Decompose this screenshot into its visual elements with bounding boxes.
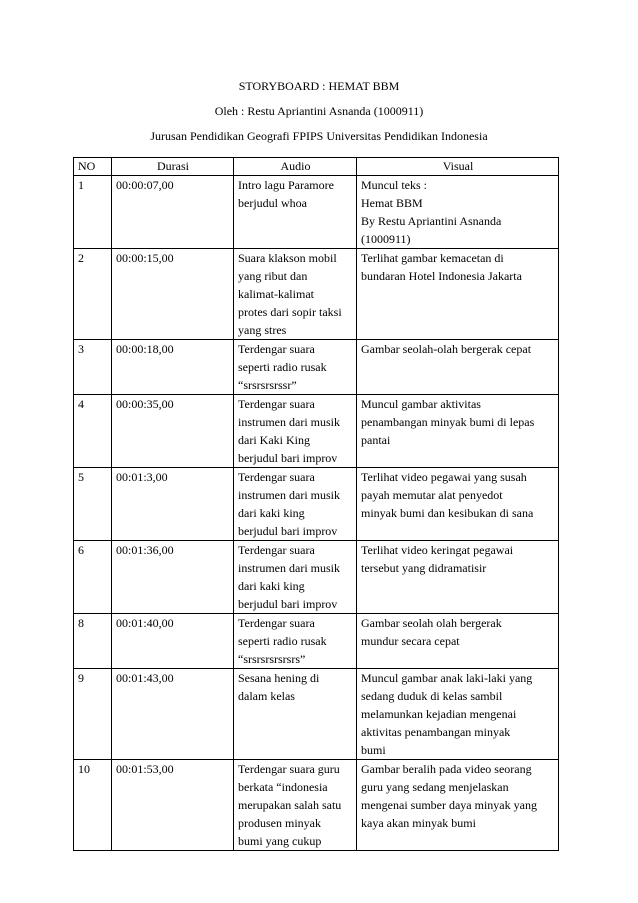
cell-visual xyxy=(357,176,559,249)
department-line: Jurusan Pendidikan Geografi FPIPS Universitas Pendidikan Indonesia xyxy=(150,129,488,143)
cell-no: 6 xyxy=(74,541,112,614)
audio-line: berjudul bari improv xyxy=(238,451,338,465)
visual-line: payah memutar alat penyedot xyxy=(361,488,503,502)
audio-line: merupakan salah satu xyxy=(238,798,342,812)
audio-line: berjudul bari improv xyxy=(238,524,338,538)
cell-durasi: 00:01:40,00 xyxy=(112,614,234,669)
cell-durasi: 00:01:43,00 xyxy=(112,669,234,760)
visual-line: guru yang sedang menjelaskan xyxy=(361,780,509,794)
table-header-row xyxy=(74,158,559,176)
audio-line: yang stres xyxy=(238,323,287,337)
visual-line: Terlihat video keringat pegawai xyxy=(361,543,514,557)
cell-no: 9 xyxy=(74,669,112,760)
audio-line: Terdengar suara xyxy=(238,616,315,630)
visual-line: Gambar seolah-olah bergerak cepat xyxy=(361,342,532,356)
cell-visual xyxy=(357,468,559,541)
cell-no: 5 xyxy=(74,468,112,541)
cell-no: 4 xyxy=(74,395,112,468)
audio-line: berkata “indonesia xyxy=(238,780,328,794)
cell-visual xyxy=(357,340,559,395)
visual-line: bumi xyxy=(361,743,386,757)
visual-line: kaya akan minyak bumi xyxy=(361,816,476,830)
table-row xyxy=(74,541,559,614)
visual-line: penambangan minyak bumi di lepas xyxy=(361,415,535,429)
author-line: Oleh : Restu Apriantini Asnanda (1000911) xyxy=(214,104,424,118)
cell-durasi: 00:01:36,00 xyxy=(112,541,234,614)
visual-line: tersebut yang didramatisir xyxy=(361,561,487,575)
audio-line: dari kaki king xyxy=(238,506,305,520)
audio-line: dari Kaki King xyxy=(238,433,310,447)
visual-line: aktivitas penambangan minyak xyxy=(361,725,511,739)
cell-audio xyxy=(234,468,357,541)
audio-line: bumi yang cukup xyxy=(238,834,322,848)
audio-line: “srsrsrsrssr” xyxy=(238,378,297,392)
audio-line: Suara klakson mobil xyxy=(238,251,337,265)
document-title: STORYBOARD : HEMAT BBM xyxy=(238,79,400,93)
visual-line: Muncul teks : xyxy=(361,178,427,192)
cell-durasi: 00:00:15,00 xyxy=(112,249,234,340)
audio-line: instrumen dari musik xyxy=(238,488,340,502)
audio-line: seperti radio rusak xyxy=(238,360,327,374)
cell-no: 3 xyxy=(74,340,112,395)
visual-line: (1000911) xyxy=(361,232,411,246)
header-audio: Audio xyxy=(234,158,357,176)
table-body xyxy=(74,176,559,851)
audio-line: dalam kelas xyxy=(238,689,295,703)
table-row xyxy=(74,468,559,541)
visual-line: melamunkan kejadian mengenai xyxy=(361,707,517,721)
cell-audio xyxy=(234,760,357,851)
audio-line: kalimat-kalimat xyxy=(238,287,314,301)
visual-line: pantai xyxy=(361,433,391,447)
cell-durasi: 00:00:35,00 xyxy=(112,395,234,468)
table-row xyxy=(74,395,559,468)
visual-line: mengenai sumber daya minyak yang xyxy=(361,798,537,812)
audio-line: Terdengar suara xyxy=(238,470,315,484)
audio-line: berjudul bari improv xyxy=(238,597,338,611)
table-row xyxy=(74,614,559,669)
cell-no: 8 xyxy=(74,614,112,669)
audio-line: dari kaki king xyxy=(238,579,305,593)
visual-line: Terlihat gambar kemacetan di xyxy=(361,251,504,265)
visual-line: Muncul gambar aktivitas xyxy=(361,397,481,411)
cell-audio xyxy=(234,669,357,760)
audio-line: protes dari sopir taksi xyxy=(238,305,342,319)
audio-line: Terdengar suara xyxy=(238,397,315,411)
cell-audio xyxy=(234,340,357,395)
cell-durasi: 00:01:3,00 xyxy=(112,468,234,541)
visual-line: By Restu Apriantini Asnanda xyxy=(361,214,502,228)
visual-line: minyak bumi dan kesibukan di sana xyxy=(361,506,534,520)
cell-visual xyxy=(357,614,559,669)
visual-line: Hemat BBM xyxy=(361,196,423,210)
header-durasi: Durasi xyxy=(112,158,234,176)
cell-durasi: 00:00:18,00 xyxy=(112,340,234,395)
audio-line: yang ribut dan xyxy=(238,269,308,283)
audio-line: berjudul whoa xyxy=(238,196,307,210)
cell-visual xyxy=(357,760,559,851)
cell-durasi: 00:01:53,00 xyxy=(112,760,234,851)
visual-line: Gambar beralih pada video seorang xyxy=(361,762,532,776)
audio-line: produsen minyak xyxy=(238,816,321,830)
visual-line: Muncul gambar anak laki-laki yang xyxy=(361,671,533,685)
cell-audio xyxy=(234,614,357,669)
audio-line: Intro lagu Paramore xyxy=(238,178,334,192)
cell-audio xyxy=(234,541,357,614)
table-row xyxy=(74,340,559,395)
table-row xyxy=(74,669,559,760)
table-row xyxy=(74,760,559,851)
cell-durasi: 00:00:07,00 xyxy=(112,176,234,249)
audio-line: Terdengar suara xyxy=(238,342,315,356)
cell-visual xyxy=(357,541,559,614)
visual-line: Terlihat video pegawai yang susah xyxy=(361,470,527,484)
audio-line: “srsrsrsrsrsrs” xyxy=(238,652,306,666)
header-no: NO xyxy=(74,158,112,176)
cell-no: 2 xyxy=(74,249,112,340)
cell-audio xyxy=(234,395,357,468)
visual-line: bundaran Hotel Indonesia Jakarta xyxy=(361,269,522,283)
audio-line: seperti radio rusak xyxy=(238,634,327,648)
audio-line: instrumen dari musik xyxy=(238,415,340,429)
audio-line: instrumen dari musik xyxy=(238,561,340,575)
table-row xyxy=(74,249,559,340)
cell-audio xyxy=(234,249,357,340)
storyboard-table xyxy=(73,157,559,851)
audio-line: Sesana hening di xyxy=(238,671,320,685)
cell-no: 10 xyxy=(74,760,112,851)
table-row xyxy=(74,176,559,249)
audio-line: Terdengar suara xyxy=(238,543,315,557)
visual-line: mundur secara cepat xyxy=(361,634,460,648)
header-visual: Visual xyxy=(357,158,559,176)
cell-visual xyxy=(357,395,559,468)
visual-line: Gambar seolah olah bergerak xyxy=(361,616,502,630)
cell-no: 1 xyxy=(74,176,112,249)
visual-line: sedang duduk di kelas sambil xyxy=(361,689,503,703)
audio-line: Terdengar suara guru xyxy=(238,762,340,776)
cell-audio xyxy=(234,176,357,249)
cell-visual xyxy=(357,249,559,340)
cell-visual xyxy=(357,669,559,760)
